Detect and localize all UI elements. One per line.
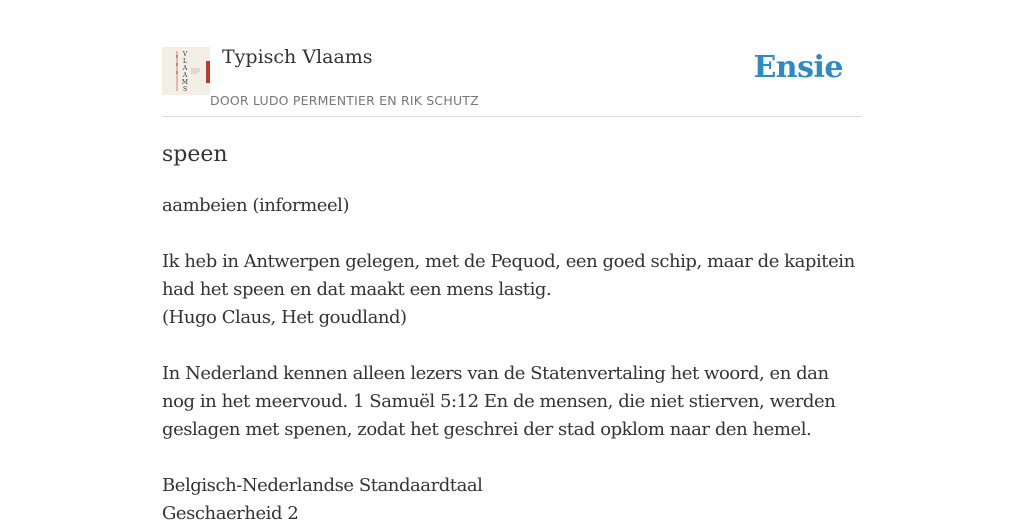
usage-note: In Nederland kennen alleen lezers van de Statenvertaling het woord, en dan nog in het meervoud. 1 Samuël 5:12 En de mensen, die niet stierven, werden geslagen met spenen, zodat het geschrei der stad opklom naar den hemel. <box>162 363 836 440</box>
definition-text: aambeien (informeel) <box>162 195 350 216</box>
entry-content <box>162 138 862 528</box>
quote-source: (Hugo Claus, Het goudland) <box>162 307 407 328</box>
register-label: Belgisch-Nederlandse Standaardtaal <box>162 475 483 496</box>
site-header <box>162 40 862 117</box>
logo-letter: A <box>182 72 188 79</box>
logo-letter: M <box>181 79 189 86</box>
logo-letter: A <box>182 65 188 72</box>
example-quote: Ik heb in Antwerpen gelegen, met de Pequod, een goed schip, maar de kapitein had het speen en dat maakt een mens lastig. <box>162 251 855 300</box>
entry-term: speen <box>162 142 228 167</box>
ensie-logo-link[interactable]: Ensie <box>753 50 843 85</box>
logo-letter: L <box>183 58 187 65</box>
byline: DOOR LUDO PERMENTIER EN RIK SCHUTZ <box>210 93 479 108</box>
site-title-link[interactable]: Typisch Vlaams <box>222 46 373 68</box>
book-cover-logo[interactable] <box>162 47 210 95</box>
entry-definition <box>162 172 862 528</box>
frequency-label: Geschaerheid 2 <box>162 503 299 524</box>
logo-letter: S <box>182 86 188 93</box>
book-cover-icon <box>162 47 210 95</box>
logo-letter: V <box>182 51 188 58</box>
